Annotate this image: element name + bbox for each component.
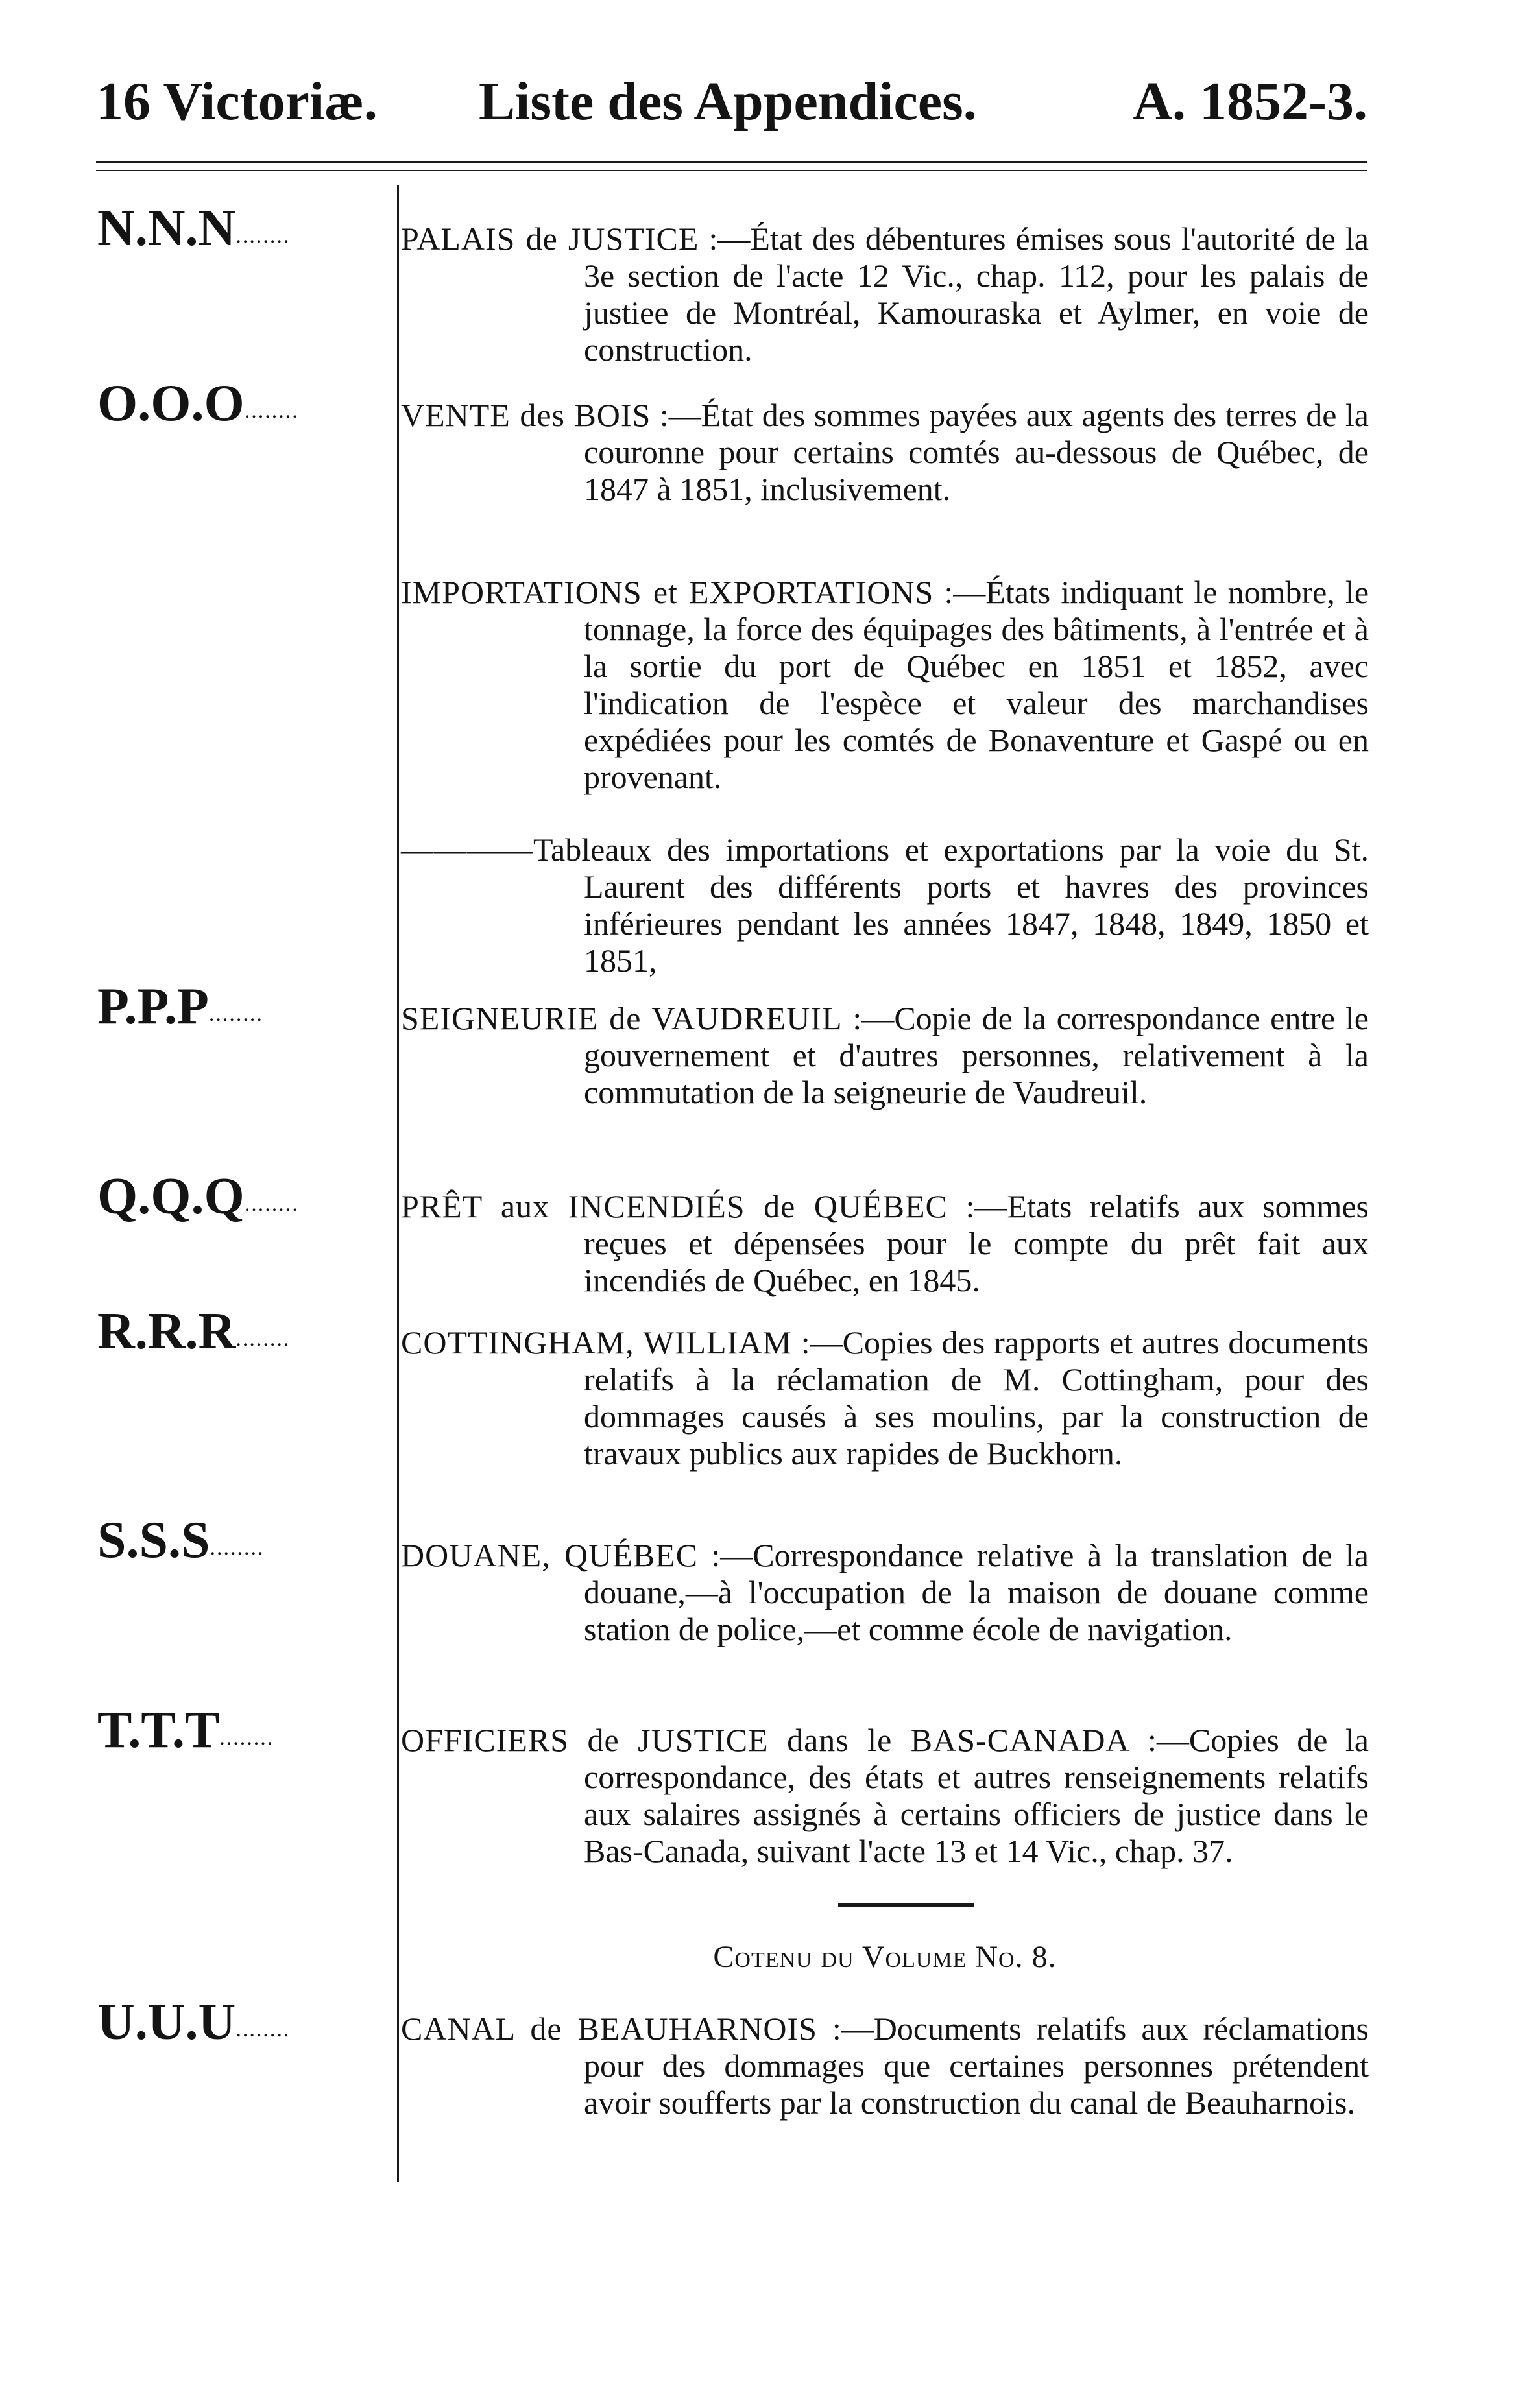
- volume-heading: Cotenu du Volume No. 8.: [713, 1940, 1057, 1974]
- dot-leader: ........: [208, 1002, 263, 1026]
- entry-subject: PALAIS de JUSTICE: [401, 221, 699, 257]
- running-header: [96, 70, 1367, 141]
- appendix-letter-ooo: [97, 375, 299, 432]
- header-right: A. 1852-3.: [1133, 71, 1367, 132]
- appendix-letter: S.S.S: [97, 1512, 210, 1569]
- entry-text: :—États indiquant le nombre, le tonnage, la force des équipages des bâtiments, à l'entrée et à la sortie du port de Québec en 1851 et 1852, avec l'indication de l'espèce et valeur des marchandises expédiées pour les comtés de Bonaventure et Gaspé ou en provenant.: [584, 574, 1369, 795]
- header-rule-thin: [96, 170, 1367, 171]
- appendix-entry-rrr: [401, 1324, 1369, 1472]
- dot-leader: ........: [235, 224, 291, 248]
- entry-subject: OFFICIERS de JUSTICE dans le BAS-CANADA: [401, 1722, 1130, 1758]
- entry-text: :—État des sommes payées aux agents des terres de la couronne pour certains comtés au-dessous de Québec, de 1847 à 1851, inclusivement.: [584, 397, 1369, 507]
- appendix-letter: R.R.R: [97, 1303, 236, 1360]
- appendix-letter-sss: [97, 1512, 265, 1569]
- column-divider: [397, 185, 399, 2182]
- appendix-letter-nnn: [97, 200, 291, 257]
- appendix-entry-tableaux: [401, 831, 1369, 979]
- header-rule-thick: [96, 161, 1367, 163]
- entry-subject: VENTE des BOIS: [401, 397, 651, 433]
- entry-subject: DOUANE, QUÉBEC: [401, 1537, 698, 1573]
- entry-text: :—Etats relatifs aux sommes reçues et dépensées pour le compte du prêt fait aux incendiés de Québec, en 1845.: [584, 1188, 1369, 1298]
- appendix-entry-nnn: [401, 221, 1369, 368]
- entry-text: :—Copie de la correspondance entre le gouvernement et d'autres personnes, relativement à la commutation de la seigneurie de Vaudreuil.: [584, 1000, 1369, 1110]
- dot-leader: ........: [235, 1327, 291, 1351]
- appendix-letter: N.N.N: [97, 200, 236, 257]
- dot-leader: ........: [210, 1536, 265, 1560]
- appendix-entry-ooo: [401, 397, 1369, 508]
- entry-dash: ————: [401, 831, 533, 868]
- entry-text: :—Copies de la correspondance, des états et autres renseignements relatifs aux salaires assignés à certains officiers de justice dans le Bas-Canada, suivant l'acte 13 et 14 Vic., chap. 37.: [584, 1722, 1369, 1869]
- dot-leader: ........: [235, 2018, 291, 2042]
- entry-text: :—Documents relatifs aux réclamations pour des dommages que certaines personnes prétendent avoir soufferts par la construction du canal de Beauharnois.: [584, 2010, 1369, 2121]
- appendix-letter: P.P.P: [97, 978, 209, 1035]
- appendix-entry-ttt: [401, 1722, 1369, 1870]
- entry-subject: PRÊT aux INCENDIÉS de QUÉBEC: [401, 1188, 948, 1224]
- appendix-entry-ppp: [401, 1000, 1369, 1111]
- appendix-letter-ttt: [97, 1702, 274, 1759]
- entry-text: Tableaux des importations et exportations par la voie du St. Laurent des différents ports et havres des provinces inférieures pendant les années 1847, 1848, 1849, 1850 et 1851,: [533, 831, 1369, 979]
- appendix-letter-rrr: [97, 1303, 291, 1360]
- section-rule: [838, 1903, 974, 1907]
- appendix-letter-uuu: [97, 1994, 291, 2051]
- appendix-entry-uuu: [401, 2010, 1369, 2121]
- appendix-letter-qqq: [97, 1168, 299, 1225]
- dot-leader: ........: [244, 399, 299, 423]
- dot-leader: ........: [219, 1726, 274, 1750]
- appendix-entry-qqq: [401, 1188, 1369, 1299]
- entry-subject: IMPORTATIONS et EXPORTATIONS: [401, 574, 934, 610]
- dot-leader: ........: [244, 1192, 299, 1216]
- header-left: 16 Victoriæ.: [96, 71, 378, 132]
- appendix-letter-ppp: [97, 978, 263, 1035]
- appendix-letter: Q.Q.Q: [97, 1168, 245, 1225]
- header-title: Liste des Appendices.: [479, 71, 977, 132]
- entry-text: :—Copies des rapports et autres documents relatifs à la réclamation de M. Cottingham, pour des dommages causés à ses moulins, par la construction de travaux publics aux rapides de Buckhorn.: [584, 1324, 1369, 1472]
- entry-subject: SEIGNEURIE de VAUDREUIL: [401, 1000, 843, 1036]
- entry-subject: CANAL de BEAUHARNOIS: [401, 2010, 817, 2047]
- appendix-letter: T.T.T: [97, 1702, 220, 1759]
- appendix-entry-importations: [401, 574, 1369, 796]
- appendix-entry-sss: [401, 1537, 1369, 1648]
- appendix-letter: U.U.U: [97, 1994, 236, 2051]
- entry-text: :—État des débentures émises sous l'autorité de la 3e section de l'acte 12 Vic., chap. 112, pour les palais de justiee de Montréal, Kamouraska et Aylmer, en voie de construction.: [584, 221, 1369, 368]
- entry-subject: COTTINGHAM, WILLIAM: [401, 1324, 792, 1361]
- appendix-letter: O.O.O: [97, 375, 245, 432]
- entry-text: :—Correspondance relative à la translation de la douane,—à l'occupation de la maison de douane comme station de police,—et comme école de navigation.: [584, 1537, 1369, 1647]
